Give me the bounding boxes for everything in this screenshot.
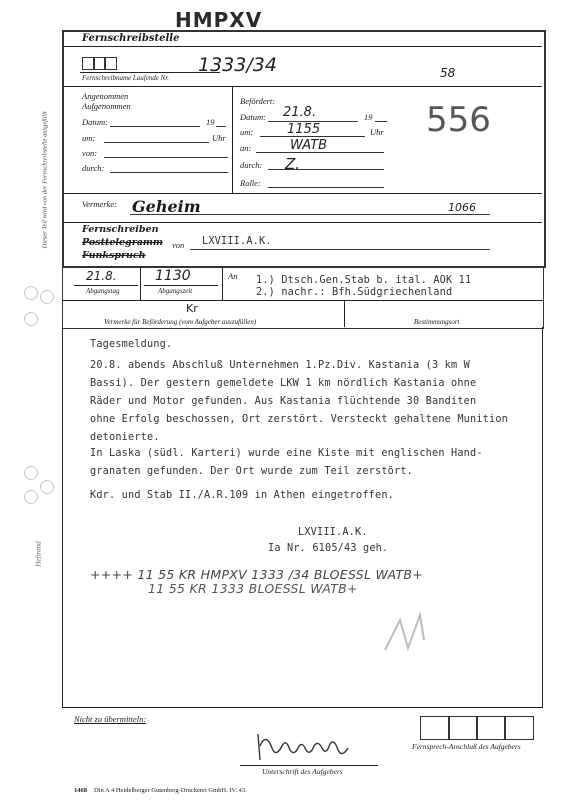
punch-hole xyxy=(24,286,38,300)
dispatch-time-value: 1130 xyxy=(155,268,191,284)
printer-line: Din A 4 Heidelberger Gutenberg-Druckerei GmbH. IV. 43. xyxy=(94,787,247,794)
received-date-field[interactable] xyxy=(110,126,200,127)
received-via-label: durch: xyxy=(82,163,105,173)
received-year-field[interactable] xyxy=(216,126,226,127)
main-frame-right xyxy=(542,327,543,707)
dispatch-divider-1 xyxy=(140,268,141,300)
phone-box-2[interactable] xyxy=(448,716,478,740)
message-from-field[interactable] xyxy=(190,249,490,250)
destination-label: Bestimmungsort xyxy=(414,318,460,326)
body-line: Tagesmeldung. xyxy=(90,339,173,350)
side-note-top: Dieser Teil wird von der Fernschreibstelle ausgefüllt xyxy=(41,111,49,249)
header-line xyxy=(64,46,542,47)
dispatch-note-label: Vermerke für Beförderung (vom Aufgeber auszufüllen) xyxy=(104,318,257,326)
phone-box-4[interactable] xyxy=(504,716,534,740)
dispatch-note-value: Kr xyxy=(186,302,198,315)
remarks-top-line xyxy=(64,193,542,194)
signature-ref: Ia Nr. 6105/43 geh. xyxy=(268,543,389,554)
forwarded-time-label: um: xyxy=(240,127,254,137)
remarks-value: 1066 xyxy=(448,201,476,214)
main-frame-left xyxy=(62,327,63,707)
body-line: granaten gefunden. Der Ort wurde zum Teil zerstört. xyxy=(90,466,414,477)
dispatch-to-label: An xyxy=(228,271,238,281)
punch-hole xyxy=(24,312,38,326)
big-number: 556 xyxy=(426,100,491,140)
received-date-label: Datum: xyxy=(82,117,108,127)
received-year-label: 19 xyxy=(206,117,215,127)
received-title-a: Angenommen xyxy=(82,91,129,101)
type-posttelegramm: Posttelegramm xyxy=(82,237,163,248)
forwarded-date-value: 21.8. xyxy=(283,105,317,120)
forwarded-year-label: 19 xyxy=(364,112,373,122)
message-type-top-line xyxy=(64,222,542,223)
teletype-line-2: 11 55 KR 1333 BLOESSL WATB+ xyxy=(148,581,358,596)
body-line: detonierte. xyxy=(90,432,160,443)
phone-box-1[interactable] xyxy=(420,716,450,740)
dispatch-divider-3 xyxy=(344,300,345,327)
forwarded-roll-label: Rolle: xyxy=(240,178,261,188)
body-line: 20.8. abends Abschluß Unternehmen 1.Pz.Div. Kastania (3 km W xyxy=(90,360,471,371)
handwritten-signature xyxy=(252,726,362,766)
body-line: Kdr. und Stab II./A.R.109 in Athen eingetroffen. xyxy=(90,490,395,501)
recipient-1: 1.) Dtsch.Gen.Stab b. ital. AOK 11 xyxy=(256,275,472,286)
footer-top-line xyxy=(62,707,543,708)
upper-mid-divider xyxy=(232,87,233,193)
secret-stamp: Geheim xyxy=(132,197,201,216)
dispatch-time-label: Abgangszeit xyxy=(158,287,193,295)
signature-unit: LXVIII.A.K. xyxy=(298,527,368,538)
header-bottom-line xyxy=(64,86,542,87)
punch-hole xyxy=(40,290,54,304)
received-time-field[interactable] xyxy=(104,142,209,143)
message-from-label: von xyxy=(172,240,185,250)
dispatch-date-line xyxy=(74,285,138,286)
type-fernschreiben: Fernschreiben xyxy=(82,224,159,235)
forwarded-to-value: WATB xyxy=(290,138,328,153)
forwarded-via-value: Z. xyxy=(285,155,301,173)
body-line: Räder und Motor gefunden. Aus Kastania flüchtende 30 Banditen xyxy=(90,396,477,407)
body-line: Bassi). Der gestern gemeldete LKW 1 km nördlich Kastania ohne xyxy=(90,378,477,389)
received-time-label: um: xyxy=(82,133,96,143)
received-uhr: Uhr xyxy=(212,133,226,143)
punch-hole xyxy=(24,490,38,504)
received-title-b: Aufgenommen xyxy=(82,101,131,111)
remarks-field[interactable] xyxy=(130,214,490,215)
top-stamp: HMPXV xyxy=(175,8,263,32)
signature-label: Unterschrift des Aufgebers xyxy=(262,767,343,776)
received-from-field[interactable] xyxy=(104,157,228,158)
forwarded-via-label: durch: xyxy=(240,160,263,170)
forwarded-title: Befördert: xyxy=(240,96,276,106)
remarks-label: Vermerke: xyxy=(82,199,117,209)
type-funkspruch: Funkspruch xyxy=(82,250,146,261)
dispatch-mid-line xyxy=(62,300,544,301)
dispatch-divider-2 xyxy=(222,268,223,300)
received-from-label: von: xyxy=(82,148,98,158)
teletype-line-1: ++++ 11 55 KR HMPXV 1333 /34 BLOESSL WATB+ xyxy=(90,567,424,582)
code-box-3 xyxy=(104,57,117,70)
phone-label: Fernsprech-Anschluß des Aufgebers xyxy=(412,742,521,751)
side-note-heftrand: Heftrand xyxy=(34,541,43,567)
forwarded-year-field[interactable] xyxy=(375,121,387,122)
dispatch-time-line xyxy=(144,285,218,286)
corner-number: 58 xyxy=(440,66,456,80)
body-line: In Laska (südl. Karteri) wurde eine Kiste mit englischen Hand- xyxy=(90,448,483,459)
signature-line xyxy=(240,765,378,766)
message-from-value: LXVIII.A.K. xyxy=(202,236,272,247)
running-number: 1333/34 xyxy=(198,54,277,76)
not-transmit-label: Nicht zu übermitteln: xyxy=(74,714,147,724)
faint-scribble xyxy=(380,610,460,660)
phone-box-3[interactable] xyxy=(476,716,506,740)
punch-hole xyxy=(24,466,38,480)
forwarded-uhr: Uhr xyxy=(370,127,384,137)
recipient-2: 2.) nachr.: Bfh.Südgriechenland xyxy=(256,287,453,298)
form-number: 1468 xyxy=(74,787,87,794)
forwarded-time-value: 1155 xyxy=(287,122,321,137)
dispatch-date-value: 21.8. xyxy=(86,269,117,283)
header-title: Fernschreibstelle xyxy=(82,33,180,44)
received-via-field[interactable] xyxy=(110,172,228,173)
header-sub-label: Fernschreibname Laufende Nr. xyxy=(82,74,170,82)
forwarded-to-label: an: xyxy=(240,143,252,153)
punch-hole xyxy=(40,480,54,494)
body-line: ohne Erfolg beschossen, Ort zerstört. Versteckt gehaltene Munition xyxy=(90,414,509,425)
forwarded-roll-field[interactable] xyxy=(268,187,384,188)
dispatch-date-label: Abgangstag xyxy=(86,287,120,295)
forwarded-date-label: Datum: xyxy=(240,112,266,122)
